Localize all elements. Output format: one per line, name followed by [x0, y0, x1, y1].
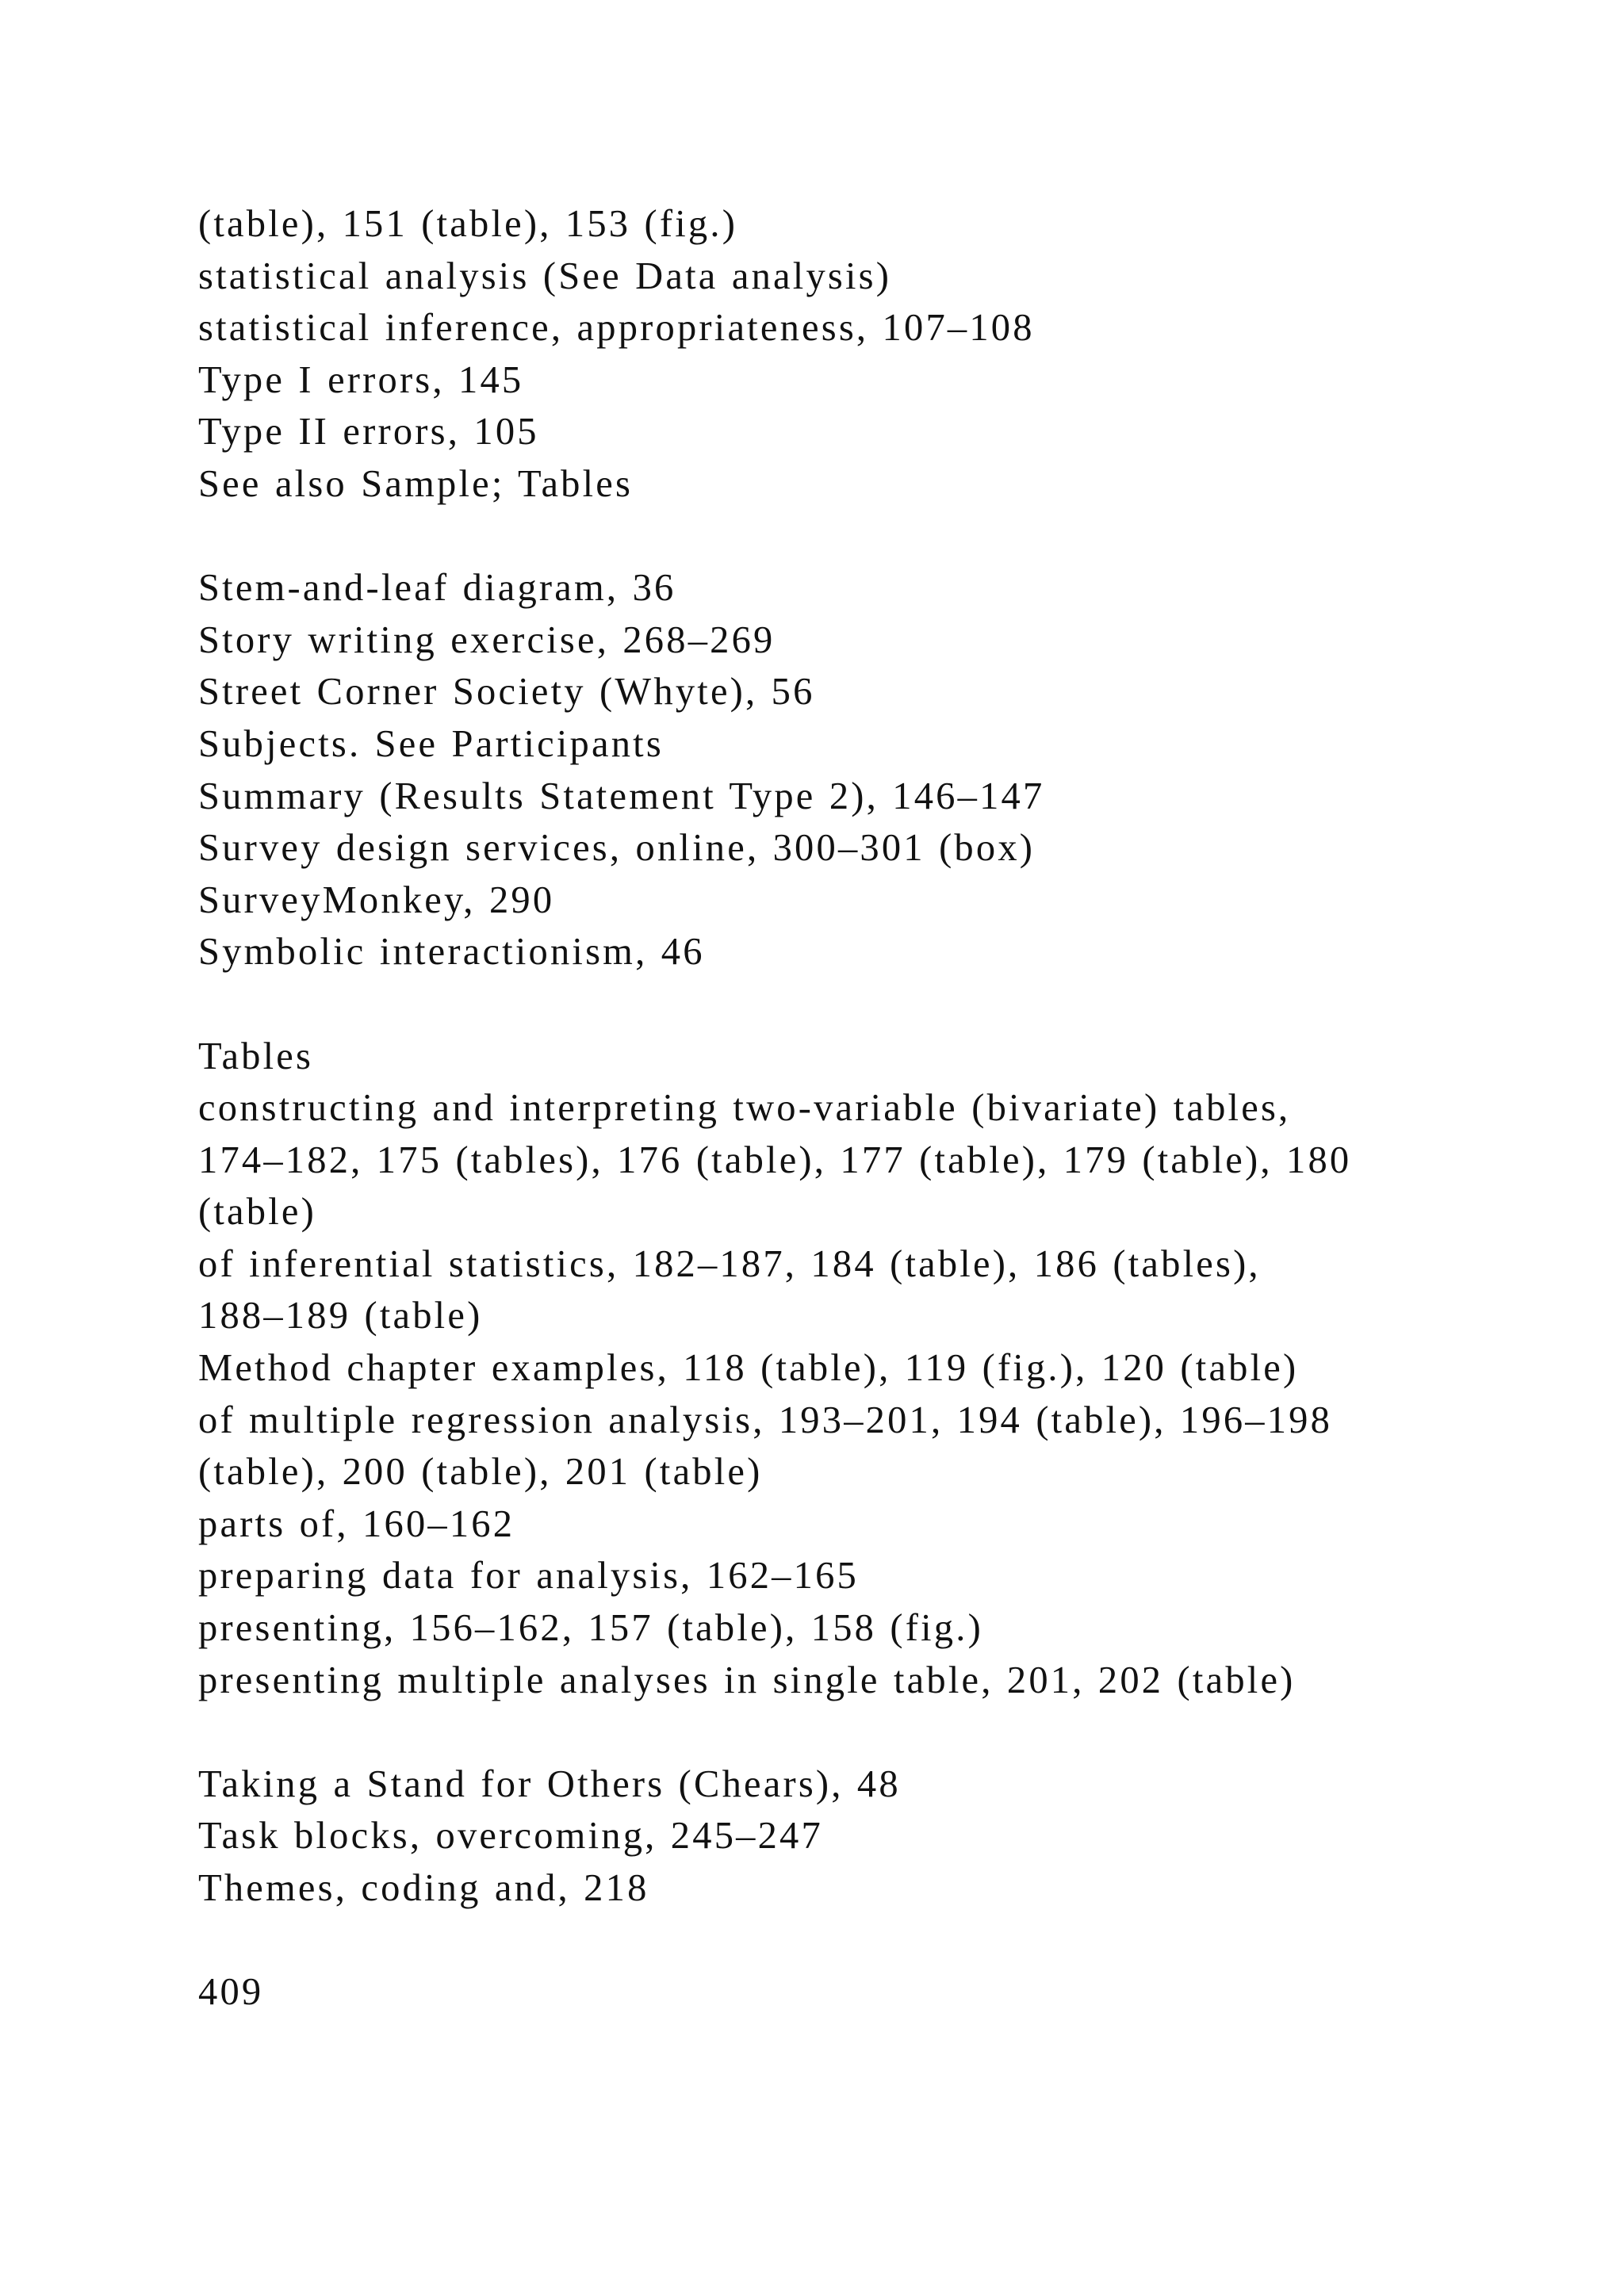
index-line: Taking a Stand for Others (Chears), 48	[198, 1762, 901, 1805]
index-block-t-entries	[198, 1758, 1562, 1915]
index-line: Method chapter examples, 118 (table), 119 (fig.), 120 (table)	[198, 1347, 1299, 1390]
index-line: (table)	[198, 1191, 316, 1234]
index-line: parts of, 160–162	[198, 1502, 515, 1545]
index-line: (table), 200 (table), 201 (table)	[198, 1451, 763, 1494]
index-line: Task blocks, overcoming, 245–247	[198, 1815, 823, 1858]
index-line: Street Corner Society (Whyte), 56	[198, 671, 815, 714]
index-line: presenting multiple analyses in single table, 201, 202 (table)	[198, 1659, 1296, 1701]
index-line: (table), 151 (table), 153 (fig.)	[198, 203, 738, 245]
index-line: statistical inference, appropriateness, 107–108	[198, 307, 1035, 350]
index-line: Story writing exercise, 268–269	[198, 618, 776, 661]
index-line: preparing data for analysis, 162–165	[198, 1555, 859, 1598]
block-spacer	[198, 1706, 1562, 1758]
index-line: Themes, coding and, 218	[198, 1867, 649, 1909]
index-line: 174–182, 175 (tables), 176 (table), 177 (table), 179 (table), 180	[198, 1138, 1352, 1181]
index-line: constructing and interpreting two-variable (bivariate) tables,	[198, 1087, 1291, 1130]
index-block-tables	[198, 1031, 1562, 1707]
index-line: Stem-and-leaf diagram, 36	[198, 567, 676, 610]
index-line: presenting, 156–162, 157 (table), 158 (fig.)	[198, 1607, 983, 1650]
index-line: of multiple regression analysis, 193–201, 194 (table), 196–198	[198, 1399, 1333, 1441]
index-line: Type I errors, 145	[198, 358, 524, 401]
index-line: 188–189 (table)	[198, 1295, 483, 1337]
index-line: SurveyMonkey, 290	[198, 878, 555, 921]
block-spacer	[198, 511, 1562, 563]
index-line: of inferential statistics, 182–187, 184 (table), 186 (tables),	[198, 1242, 1261, 1285]
index-line: Tables	[198, 1035, 314, 1077]
index-line: Type II errors, 105	[198, 411, 539, 453]
index-line: See also Sample; Tables	[198, 462, 634, 505]
index-line: Subjects. See Participants	[198, 722, 664, 765]
index-line: Symbolic interactionism, 46	[198, 931, 705, 974]
index-block-s-entries	[198, 562, 1562, 978]
index-line: Summary (Results Statement Type 2), 146–147	[198, 775, 1045, 817]
index-line: Survey design services, online, 300–301 (box)	[198, 827, 1036, 870]
block-spacer	[198, 978, 1562, 1031]
index-line: statistical analysis (See Data analysis)	[198, 254, 892, 297]
index-page	[198, 198, 1562, 2019]
page-number: 409	[198, 1971, 264, 2014]
index-block-statistics-continued	[198, 198, 1562, 511]
